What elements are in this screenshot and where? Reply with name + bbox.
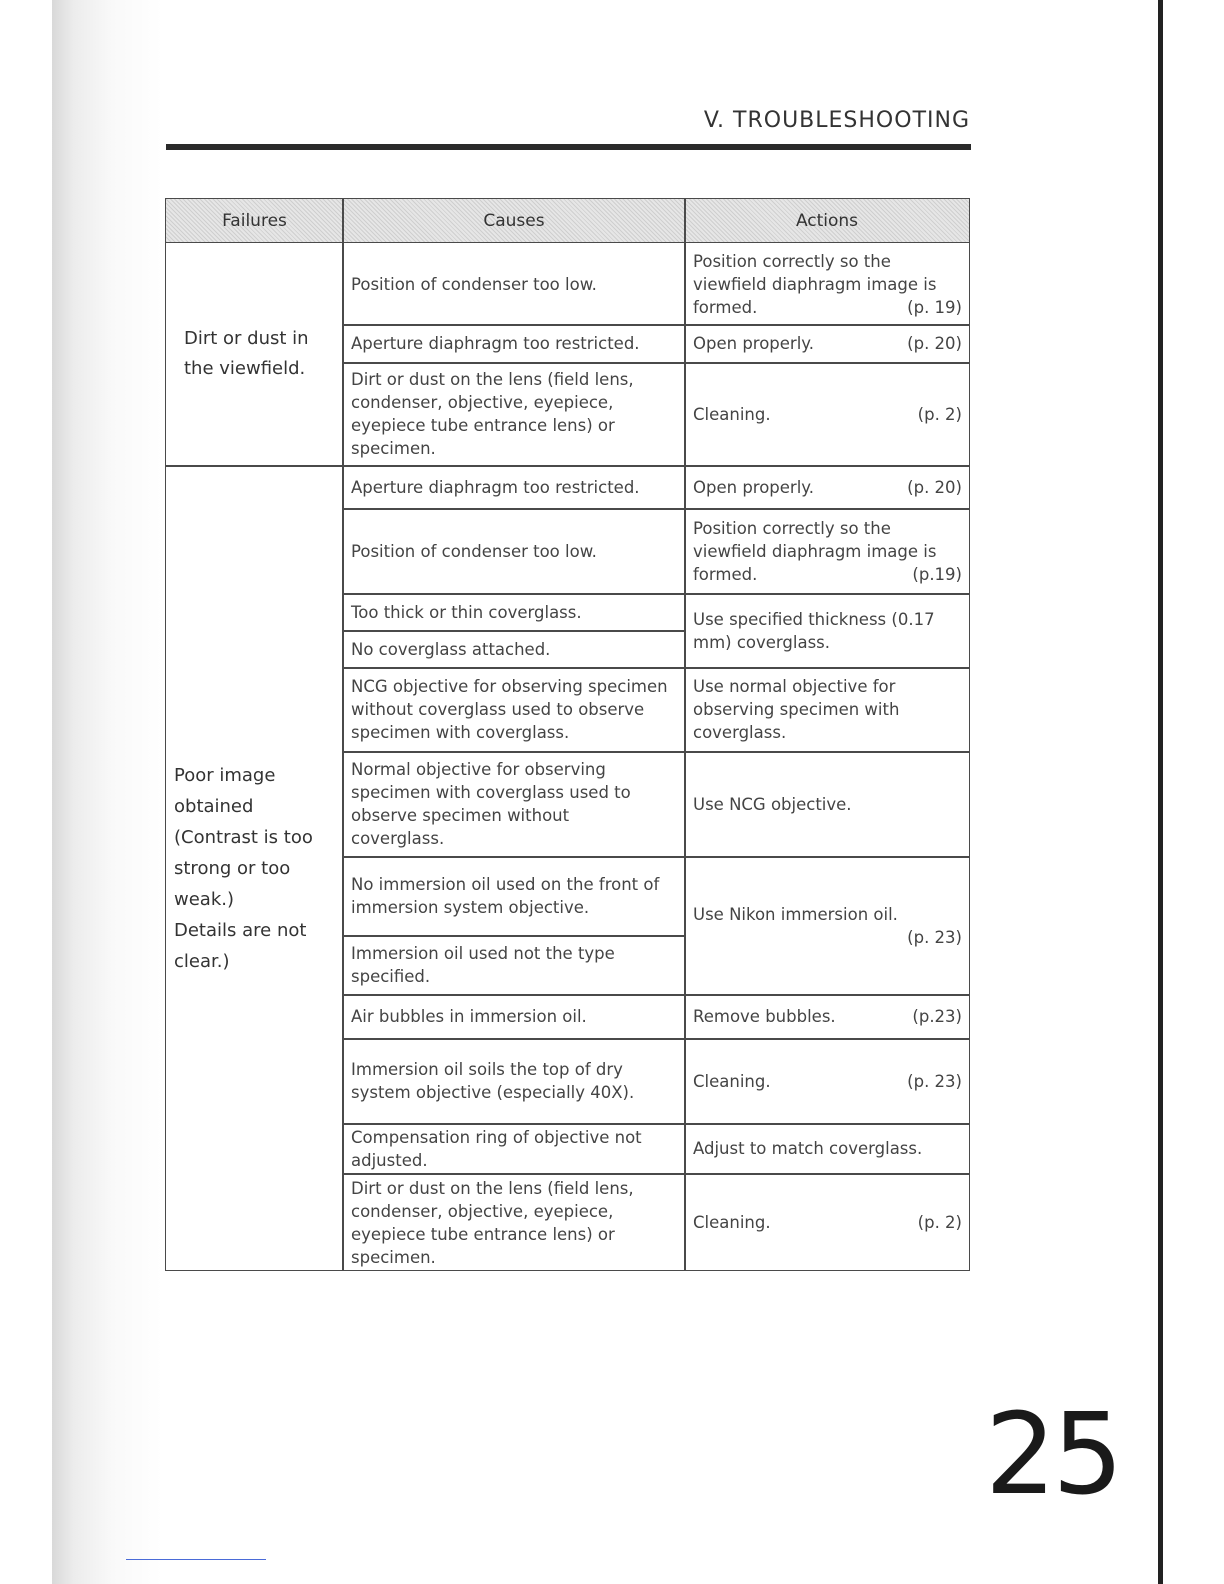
action-cell: Use specified thickness (0.17 mm) coverglass. [693,609,935,652]
page-reference: (p. 2) [917,404,962,424]
page-reference: (p. 2) [917,1213,962,1232]
page-reference: (p.19) [912,564,962,584]
failure-poor-image [166,466,342,1271]
page-reference: (p. 23) [907,1071,962,1091]
cause-cell: Immersion oil soils the top of dry system objective (especially 40X). [351,1060,635,1102]
action-cell: Remove bubbles. (p.23) [693,1007,962,1026]
cause-cell: Aperture diaphragm too restricted. [351,334,640,353]
page-reference: (p. 19) [907,297,962,317]
action-cell: Cleaning. (p. 2) [693,404,962,424]
cause-cell: Compensation ring of objective not adjusted. [351,1127,642,1170]
header-actions: Actions [685,199,969,243]
page-margin [1163,0,1224,1584]
troubleshooting-table [165,198,970,1271]
action-cell: Open properly. (p. 20) [693,334,962,353]
header-causes: Causes [343,199,685,243]
cause-cell: Position of condenser too low. [351,541,597,561]
cause-cell: Normal objective for observing specimen with coverglass used to observe specimen without coverglass. [351,760,631,848]
title-rule [166,144,971,150]
cause-cell: No coverglass attached. [351,639,551,659]
cause-cell: Immersion oil used not the type specified. [351,944,615,986]
action-cell: Cleaning. (p. 2) [693,1213,962,1232]
scan-mark [126,1559,266,1560]
action-cell: Use NCG objective. [693,794,852,814]
page-reference: (p. 23) [907,927,962,947]
failure-label: Dirt or dust in the viewfield. [184,328,309,379]
page-gutter [0,0,52,1584]
cause-cell: Dirt or dust on the lens (field lens, condenser, objective, eyepiece, eyepiece tube entrance lens) or specimen. [351,1178,634,1267]
action-cell: Position correctly so the viewfield diaphragm image is formed. (p.19) [693,518,962,584]
action-cell: Use Nikon immersion oil. (p. 23) [693,904,962,947]
failure-dirt-in-viewfield [166,243,342,465]
action-cell: Adjust to match coverglass. [693,1139,923,1158]
page-number: 25 [985,1390,1120,1520]
cause-cell: Position of condenser too low. [351,274,597,294]
cause-cell: No immersion oil used on the front of immersion system objective. [351,875,660,917]
header-failures: Failures [166,199,343,243]
cause-cell: Aperture diaphragm too restricted. [351,477,640,497]
page-reference: (p.23) [912,1007,962,1026]
page-reference: (p. 20) [907,477,962,497]
action-cell: Use normal objective for observing specimen with coverglass. [693,677,900,742]
action-cell: Open properly. (p. 20) [693,477,962,497]
cause-cell: Air bubbles in immersion oil. [351,1007,587,1026]
action-cell: Position correctly so the viewfield diaphragm image is formed. (p. 19) [693,251,962,317]
failure-label: Poor image obtained (Contrast is too strong or too weak.) Details are not clear.) [174,765,313,972]
cause-cell: NCG objective for observing specimen without coverglass used to observe specimen with coverglass. [351,677,668,742]
cause-cell: Too thick or thin coverglass. [351,602,582,622]
cause-cell: Dirt or dust on the lens (field lens, condenser, objective, eyepiece, eyepiece tube entrance lens) or specimen. [351,370,634,458]
section-title: V. TROUBLESHOOTING [703,108,970,133]
action-cell: Cleaning. (p. 23) [693,1071,962,1091]
page-reference: (p. 20) [907,334,962,353]
